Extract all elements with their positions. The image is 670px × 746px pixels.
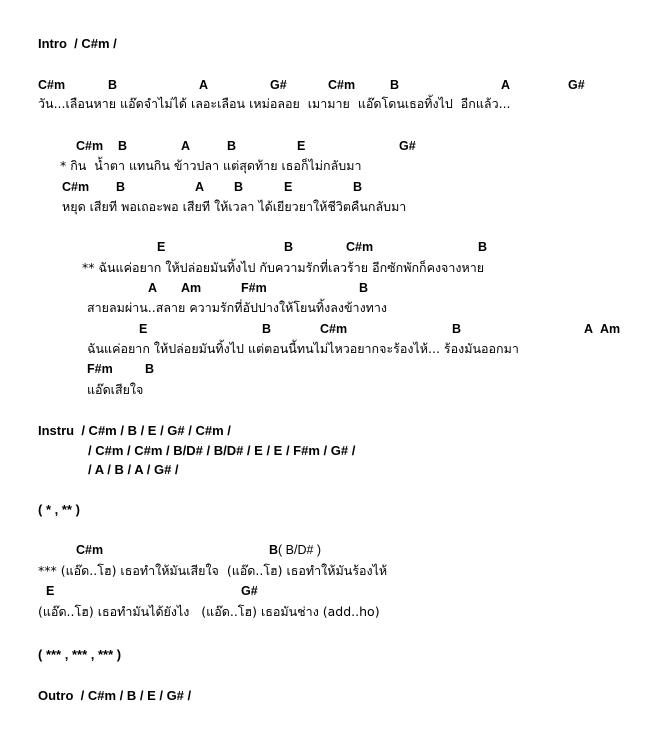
instru-line: Instru / C#m / B / E / G# / C#m / (38, 423, 231, 438)
outro-line: Outro / C#m / B / E / G# / (38, 688, 192, 703)
chord: B (478, 240, 488, 254)
repeat-marker: ( *** , *** , *** ) (38, 647, 122, 662)
chord: C#m (328, 78, 356, 92)
intro-line: Intro / C#m / (38, 36, 117, 51)
instru-line: / A / B / A / G# / (88, 462, 179, 477)
chord: B (118, 139, 128, 153)
chord: G# (270, 78, 287, 92)
chord: B (108, 78, 118, 92)
repeat-marker: ( * , ** ) (38, 502, 80, 517)
chord: C#m (320, 322, 348, 336)
chord: B (116, 180, 126, 194)
chord: B (227, 139, 237, 153)
chord: A (181, 139, 191, 153)
chord-alt: ( B/D# ) (278, 543, 322, 557)
chord: B (353, 180, 363, 194)
chord: C#m (346, 240, 374, 254)
chord-main: B (269, 543, 279, 557)
chord: B (452, 322, 462, 336)
lyric-line: * กิน น้ำตา แทนกิน ข้าวปลา แต่สุดท้าย เธอก็ไม่กลับมา (60, 158, 362, 173)
chord: F#m (87, 362, 113, 376)
chord: A (148, 281, 158, 295)
chord: C#m (76, 139, 104, 153)
chord: G# (241, 584, 258, 598)
chord: G# (399, 139, 416, 153)
chord: Am (600, 322, 621, 336)
chord: E (157, 240, 166, 254)
chord: C#m (62, 180, 90, 194)
chord: Am (181, 281, 202, 295)
chord: A (199, 78, 209, 92)
lyric-line: แอ๊ดเสียใจ (87, 382, 144, 397)
lyric-line: (แอ๊ด..โฮ) เธอทำมันได้ยังไง (แอ๊ด..โฮ) เธอมันช่าง (add..ho) (38, 604, 380, 619)
chord: B (390, 78, 400, 92)
chord: A (501, 78, 511, 92)
chord: E (284, 180, 293, 194)
lyric-line: ** ฉันแค่อยาก ให้ปล่อยมันทิ้งไป กับความรักที่เลวร้าย อีกซักพักก็คงจางหาย (82, 260, 485, 275)
chord (269, 542, 321, 558)
lyric-line: วัน...เลือนหาย แอ๊ดจำไม่ได้ เลอะเลือน เหม่อลอย เมามาย แอ๊ดโดนเธอทิ้งไป อีกแล้ว... (38, 96, 511, 111)
chord: B (359, 281, 369, 295)
chord: B (284, 240, 294, 254)
lyric-line: สายลมผ่าน..สลาย ความรักที่อัปปางให้โยนทิ้งลงข้างทาง (87, 300, 388, 315)
lyric-line: *** (แอ๊ด..โฮ) เธอทำให้มันเสียใจ (แอ๊ด..โฮ) เธอทำให้มันร้องไห้ (38, 563, 388, 578)
chord: F#m (241, 281, 267, 295)
chord: C#m (38, 78, 66, 92)
lyric-line: หยุด เสียที พอเถอะพอ เสียที ให้เวลา ได้เยียวยาให้ชีวิตคืนกลับมา (62, 199, 407, 214)
chord: G# (568, 78, 585, 92)
chord: B (234, 180, 244, 194)
chord: E (139, 322, 148, 336)
chord: A (195, 180, 205, 194)
chord: A (584, 322, 594, 336)
chord: B (145, 362, 155, 376)
chord: C#m (76, 543, 104, 557)
instru-line: / C#m / C#m / B/D# / B/D# / E / E / F#m / G# / (88, 443, 356, 458)
chord: E (46, 584, 55, 598)
chord: B (262, 322, 272, 336)
chord: E (297, 139, 306, 153)
lyric-line: ฉันแค่อยาก ให้ปล่อยมันทิ้งไป แต่ตอนนี้ทนไม่ไหวอยากจะร้องไห้... ร้องมันออกมา (87, 341, 519, 356)
